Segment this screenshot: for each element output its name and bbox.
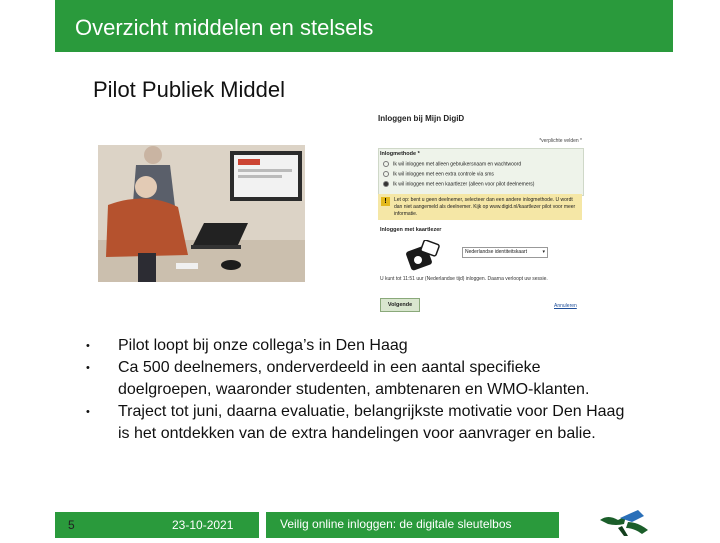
- screenshot-option: Ik wil inloggen met een kaartlezer (alleen voor pilot deelnemers): [383, 181, 534, 187]
- slide-subtitle: Pilot Publiek Middel: [93, 77, 285, 102]
- bullet-list: [86, 335, 626, 445]
- screenshot-required-note: *verplichte velden *: [539, 138, 582, 144]
- bullet-icon: •: [86, 406, 90, 418]
- card-reader-icon: [404, 240, 444, 272]
- screenshot-note: U kunt tot 11:51 uur (Nederlandse tijd) inloggen. Daarna verloopt uw sessie.: [380, 276, 548, 282]
- screenshot-reader-label: Inloggen met kaartlezer: [380, 227, 442, 233]
- screenshot-option: Ik wil inloggen met alleen gebruikersnaam en wachtwoord: [383, 161, 521, 167]
- screenshot-method-label: Inlogmethode *: [380, 151, 420, 157]
- bullet-item: • Pilot loopt bij onze collega’s in Den Haag: [86, 335, 626, 357]
- screenshot-next-button: Volgende: [380, 298, 420, 312]
- footer-date: 23-10-2021: [172, 518, 234, 532]
- warning-icon: !: [381, 197, 390, 206]
- bullet-item: • Ca 500 deelnemers, onderverdeeld in een aantal specifieke doelgroepen, waaronder studenten, ambtenaren en WMO-klanten.: [86, 359, 590, 398]
- screenshot-option: Ik wil inloggen met een extra controle via sms: [383, 171, 494, 177]
- photo-users-at-laptop: [98, 145, 305, 282]
- bullet-item: • Traject tot juni, daarna evaluatie, belangrijkste motivatie voor Den Haag is het ontdekken van de extra handelingen voor aanvrager en balie.: [86, 403, 625, 442]
- footer-text: Veilig online inloggen: de digitale sleutelbos: [280, 517, 512, 531]
- bird-logo-icon: [598, 508, 654, 538]
- screenshot-warning-text: Let op: bent u geen deelnemer, selecteer dan een andere inlogmethode. U wordt dan niet aangemeld als deelnemer. Kijk op www.digid.nl/kaartlezer pilot voor meer informatie.: [394, 197, 576, 217]
- slide-title: Overzicht middelen en stelsels: [75, 15, 374, 40]
- radio-icon: [383, 171, 389, 177]
- radio-selected-icon: [383, 181, 389, 187]
- bullet-icon: •: [86, 362, 90, 374]
- screenshot-reader-select: Nederlandse identiteitskaart ▾: [462, 247, 548, 258]
- screenshot-cancel-link: Annuleren: [554, 303, 577, 309]
- chevron-down-icon: ▾: [542, 249, 545, 255]
- bullet-icon: •: [86, 340, 90, 352]
- title-bar: [55, 0, 673, 52]
- page-number: 5: [68, 518, 75, 532]
- digid-login-screenshot: [374, 110, 584, 318]
- radio-icon: [383, 161, 389, 167]
- screenshot-warning: [378, 194, 582, 220]
- screenshot-title: Inloggen bij Mijn DigiD: [378, 114, 465, 123]
